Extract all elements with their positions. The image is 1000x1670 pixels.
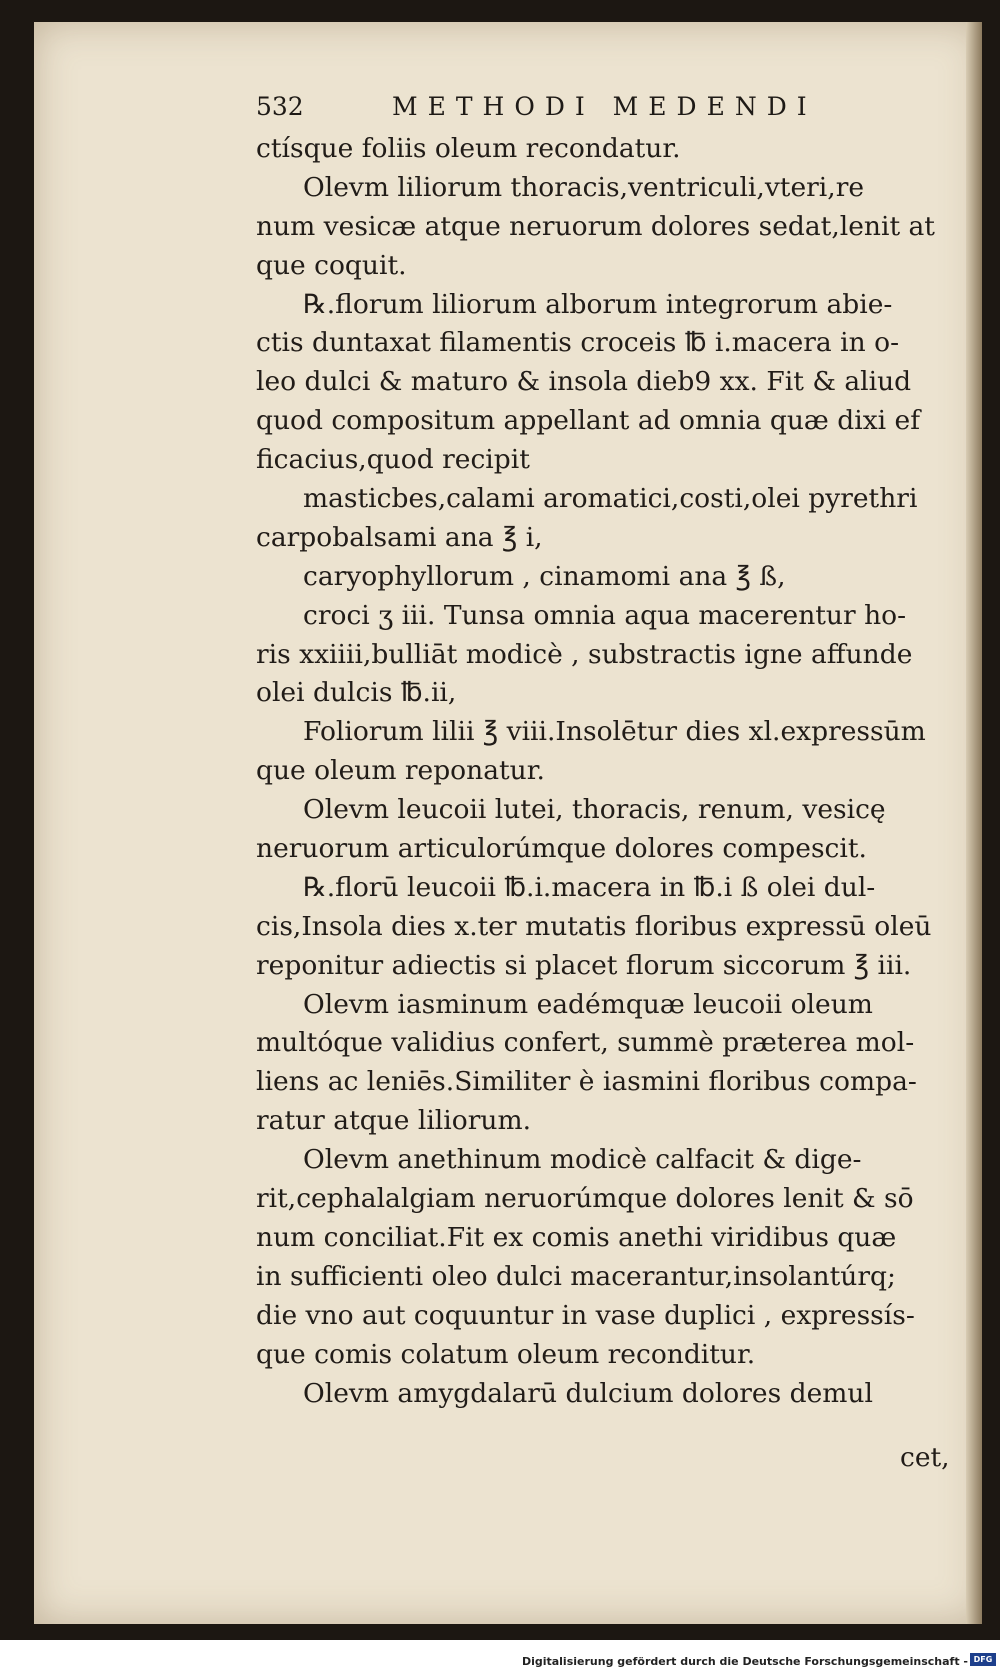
page-header — [256, 92, 896, 128]
page-edge — [966, 22, 982, 1624]
text-line: Olevm amygdalarū dulcium dolores demul — [303, 1377, 873, 1409]
text-line: que oleum reponatur. — [256, 755, 545, 787]
text-line: leo dulci & maturo & insola dieb9 xx. Fit & aliud — [256, 366, 912, 398]
text-line: ctísque foliis oleum recondatur. — [256, 133, 681, 164]
text-line: Olevm anethinum modicè calfacit & dige- — [303, 1144, 862, 1176]
text-line: rit,cephalalgiam neruorúmque dolores lenit & sō — [256, 1183, 914, 1215]
text-line: Olevm iasminum eadémquæ leucoii oleum — [303, 988, 873, 1020]
text-line: Foliorum lilii ℥ viii.Insolētur dies xl.expressūm — [303, 716, 926, 748]
text-line: que coquit. — [256, 249, 407, 281]
text-line: caryophyllorum , cinamomi ana ℥ ß, — [303, 560, 786, 592]
text-line: liens ac leniēs.Similiter è iasmini floribus compa- — [256, 1066, 917, 1098]
body-text — [256, 130, 962, 1413]
funding-credit: Digitalisierung gefördert durch die Deutsche Forschungsgemeinschaft - — [521, 1655, 968, 1668]
text-line: quod compositum appellant ad omnia quæ dixi ef — [256, 405, 921, 437]
text-line: croci ʒ iii. Tunsa omnia aqua macerentur ho- — [303, 599, 907, 631]
text-line: ficacius,quod recipit — [256, 444, 530, 476]
text-line: masticbes,calami aromatici,costi,olei pyrethri — [303, 483, 918, 515]
catchword: cet, — [900, 1442, 950, 1473]
text-line: carpobalsami ana ℥ i, — [256, 521, 543, 553]
text-line: reponitur adiectis si placet florum siccorum ℥ iii. — [256, 949, 912, 981]
text-line: ℞.florū leucoii ℔.i.macera in ℔.i ß olei dul- — [303, 871, 876, 903]
page-number: 532 — [256, 92, 304, 121]
text-line: multóque validius confert, summè præterea mol- — [256, 1027, 915, 1059]
text-line: ris xxiiii,bulliāt modicè , substractis igne affunde — [256, 638, 913, 670]
dfg-logo: DFG — [970, 1653, 996, 1666]
text-line: ratur atque liliorum. — [256, 1105, 532, 1137]
text-line: ctis duntaxat filamentis croceis ℔ i.macera in o- — [256, 327, 900, 359]
text-line: die vno aut coquuntur in vase duplici , expressís- — [256, 1299, 915, 1331]
text-line: ℞.florum liliorum alborum integrorum abie- — [303, 288, 893, 320]
text-line: Olevm liliorum thoracis,ventriculi,vteri,re — [303, 171, 865, 203]
text-line: cis,Insola dies x.ter mutatis floribus expressū oleū — [256, 910, 932, 942]
text-line: que comis colatum oleum reconditur. — [256, 1338, 756, 1370]
text-line: neruorum articulorúmque dolores compescit. — [256, 833, 867, 865]
text-line: in sufficienti oleo dulci macerantur,insolantúrq; — [256, 1260, 896, 1292]
text-line: num conciliat.Fit ex comis anethi viridibus quæ — [256, 1221, 897, 1253]
text-line: Olevm leucoii lutei, thoracis, renum, vesicę — [303, 794, 886, 826]
text-line: olei dulcis ℔.ii, — [256, 677, 457, 709]
running-title: METHODI MEDENDI — [392, 92, 817, 121]
text-line: num vesicæ atque neruorum dolores sedat,lenit at — [256, 210, 935, 242]
